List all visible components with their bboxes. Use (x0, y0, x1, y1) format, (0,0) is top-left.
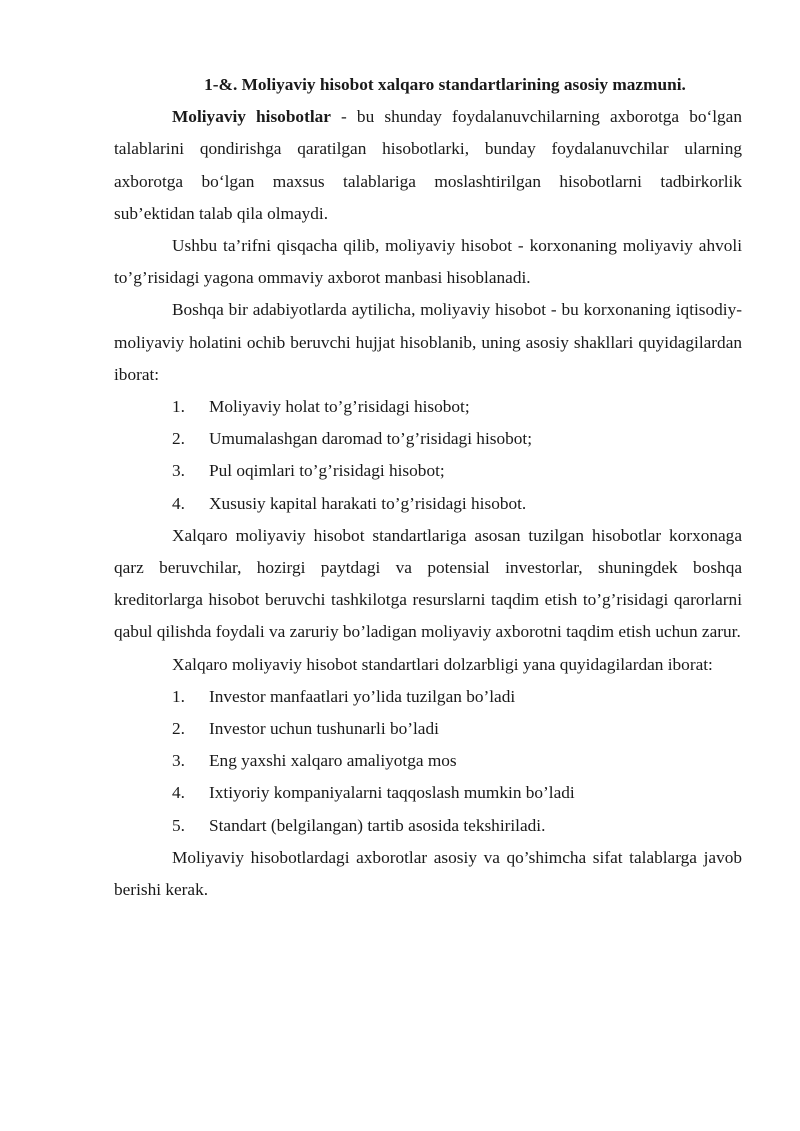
list-number: 4. (172, 783, 185, 803)
list-number: 3. (172, 461, 185, 481)
list-item (114, 810, 742, 842)
list-item (114, 488, 742, 520)
paragraph-forms-intro: Boshqa bir adabiyotlarda aytilicha, moliyaviy hisobot - bu korxonaning iqtisodiy-moliyaviy holatini ochib beruvchi hujjat hisoblanib, uning asosiy shakllari quyidagilardan iborat: (114, 300, 742, 384)
list-item (114, 391, 742, 423)
paragraph-purpose: Xalqaro moliyaviy hisobot standartlariga asosan tuzilgan hisobotlar korxonaga qarz beruvchilar, hozirgi paytdagi va potensial investorlar, shuningdek boshqa kreditorlarga hisobot beruvchi tashkilotga resurslarni taqdim etish to’g’risidagi qarorlarni qabul qilishda foydali va zaruriy bo’ladigan moliyaviy axborotni taqdim etish uchun zarur. (114, 525, 742, 642)
list-text: Investor uchun tushunarli bo’ladi (209, 719, 439, 739)
list-number: 1. (172, 686, 185, 706)
list-text: Standart (belgilangan) tartib asosida tekshiriladi. (209, 815, 546, 835)
list-item (114, 745, 742, 777)
paragraph-relevance-intro: Xalqaro moliyaviy hisobot standartlari dolzarbligi yana quyidagilardan iborat: (172, 654, 713, 674)
list-text: Umumalashgan daromad to’g’risidagi hisobot; (209, 429, 533, 449)
list-number: 2. (172, 719, 185, 739)
definition-term: Moliyaviy hisobotlar (172, 107, 331, 127)
list-text: Xususiy kapital harakati to’g’risidagi hisobot. (209, 493, 527, 513)
list-number: 5. (172, 815, 185, 835)
list-text: Moliyaviy holat to’g’risidagi hisobot; (209, 397, 470, 417)
list-item (114, 455, 742, 487)
section-title: 1-&. Moliyaviy hisobot xalqaro standartlarining asosiy mazmuni. (204, 75, 686, 94)
paragraph-summary: Ushbu ta’rifni qisqacha qilib, moliyaviy hisobot - korxonaning moliyaviy ahvoli to’g’risidagi yagona ommaviy axborot manbasi hisoblanadi. (114, 236, 742, 288)
list-item (114, 681, 742, 713)
definition-text: - bu shunday foydalanuvchilarning axborotga bo‘lgan talablarini qondirishga qaratilgan hisobotlarki, bunday foydalanuvchilar ularning axborotga bo‘lgan maxsus talablariga moslashtirilgan hisobotlarni tadbirkorlik sub’ektidan talab qila olmaydi. (114, 107, 742, 223)
relevance-list (114, 681, 742, 842)
list-item (114, 777, 742, 809)
list-text: Pul oqimlari to’g’risidagi hisobot; (209, 461, 445, 481)
list-text: Eng yaxshi xalqaro amaliyotga mos (209, 751, 457, 771)
list-text: Ixtiyoriy kompaniyalarni taqqoslash mumkin bo’ladi (209, 783, 575, 803)
list-number: 3. (172, 751, 185, 771)
list-number: 1. (172, 397, 185, 417)
list-number: 2. (172, 429, 185, 449)
document-page (114, 69, 742, 906)
list-item (114, 713, 742, 745)
list-number: 4. (172, 493, 185, 513)
paragraph-definition (114, 101, 742, 230)
list-item (114, 423, 742, 455)
list-text: Investor manfaatlari yo’lida tuzilgan bo’ladi (209, 686, 516, 706)
report-forms-list (114, 391, 742, 520)
paragraph-conclusion: Moliyaviy hisobotlardagi axborotlar asosiy va qo’shimcha sifat talablarga javob berishi kerak. (114, 847, 742, 900)
